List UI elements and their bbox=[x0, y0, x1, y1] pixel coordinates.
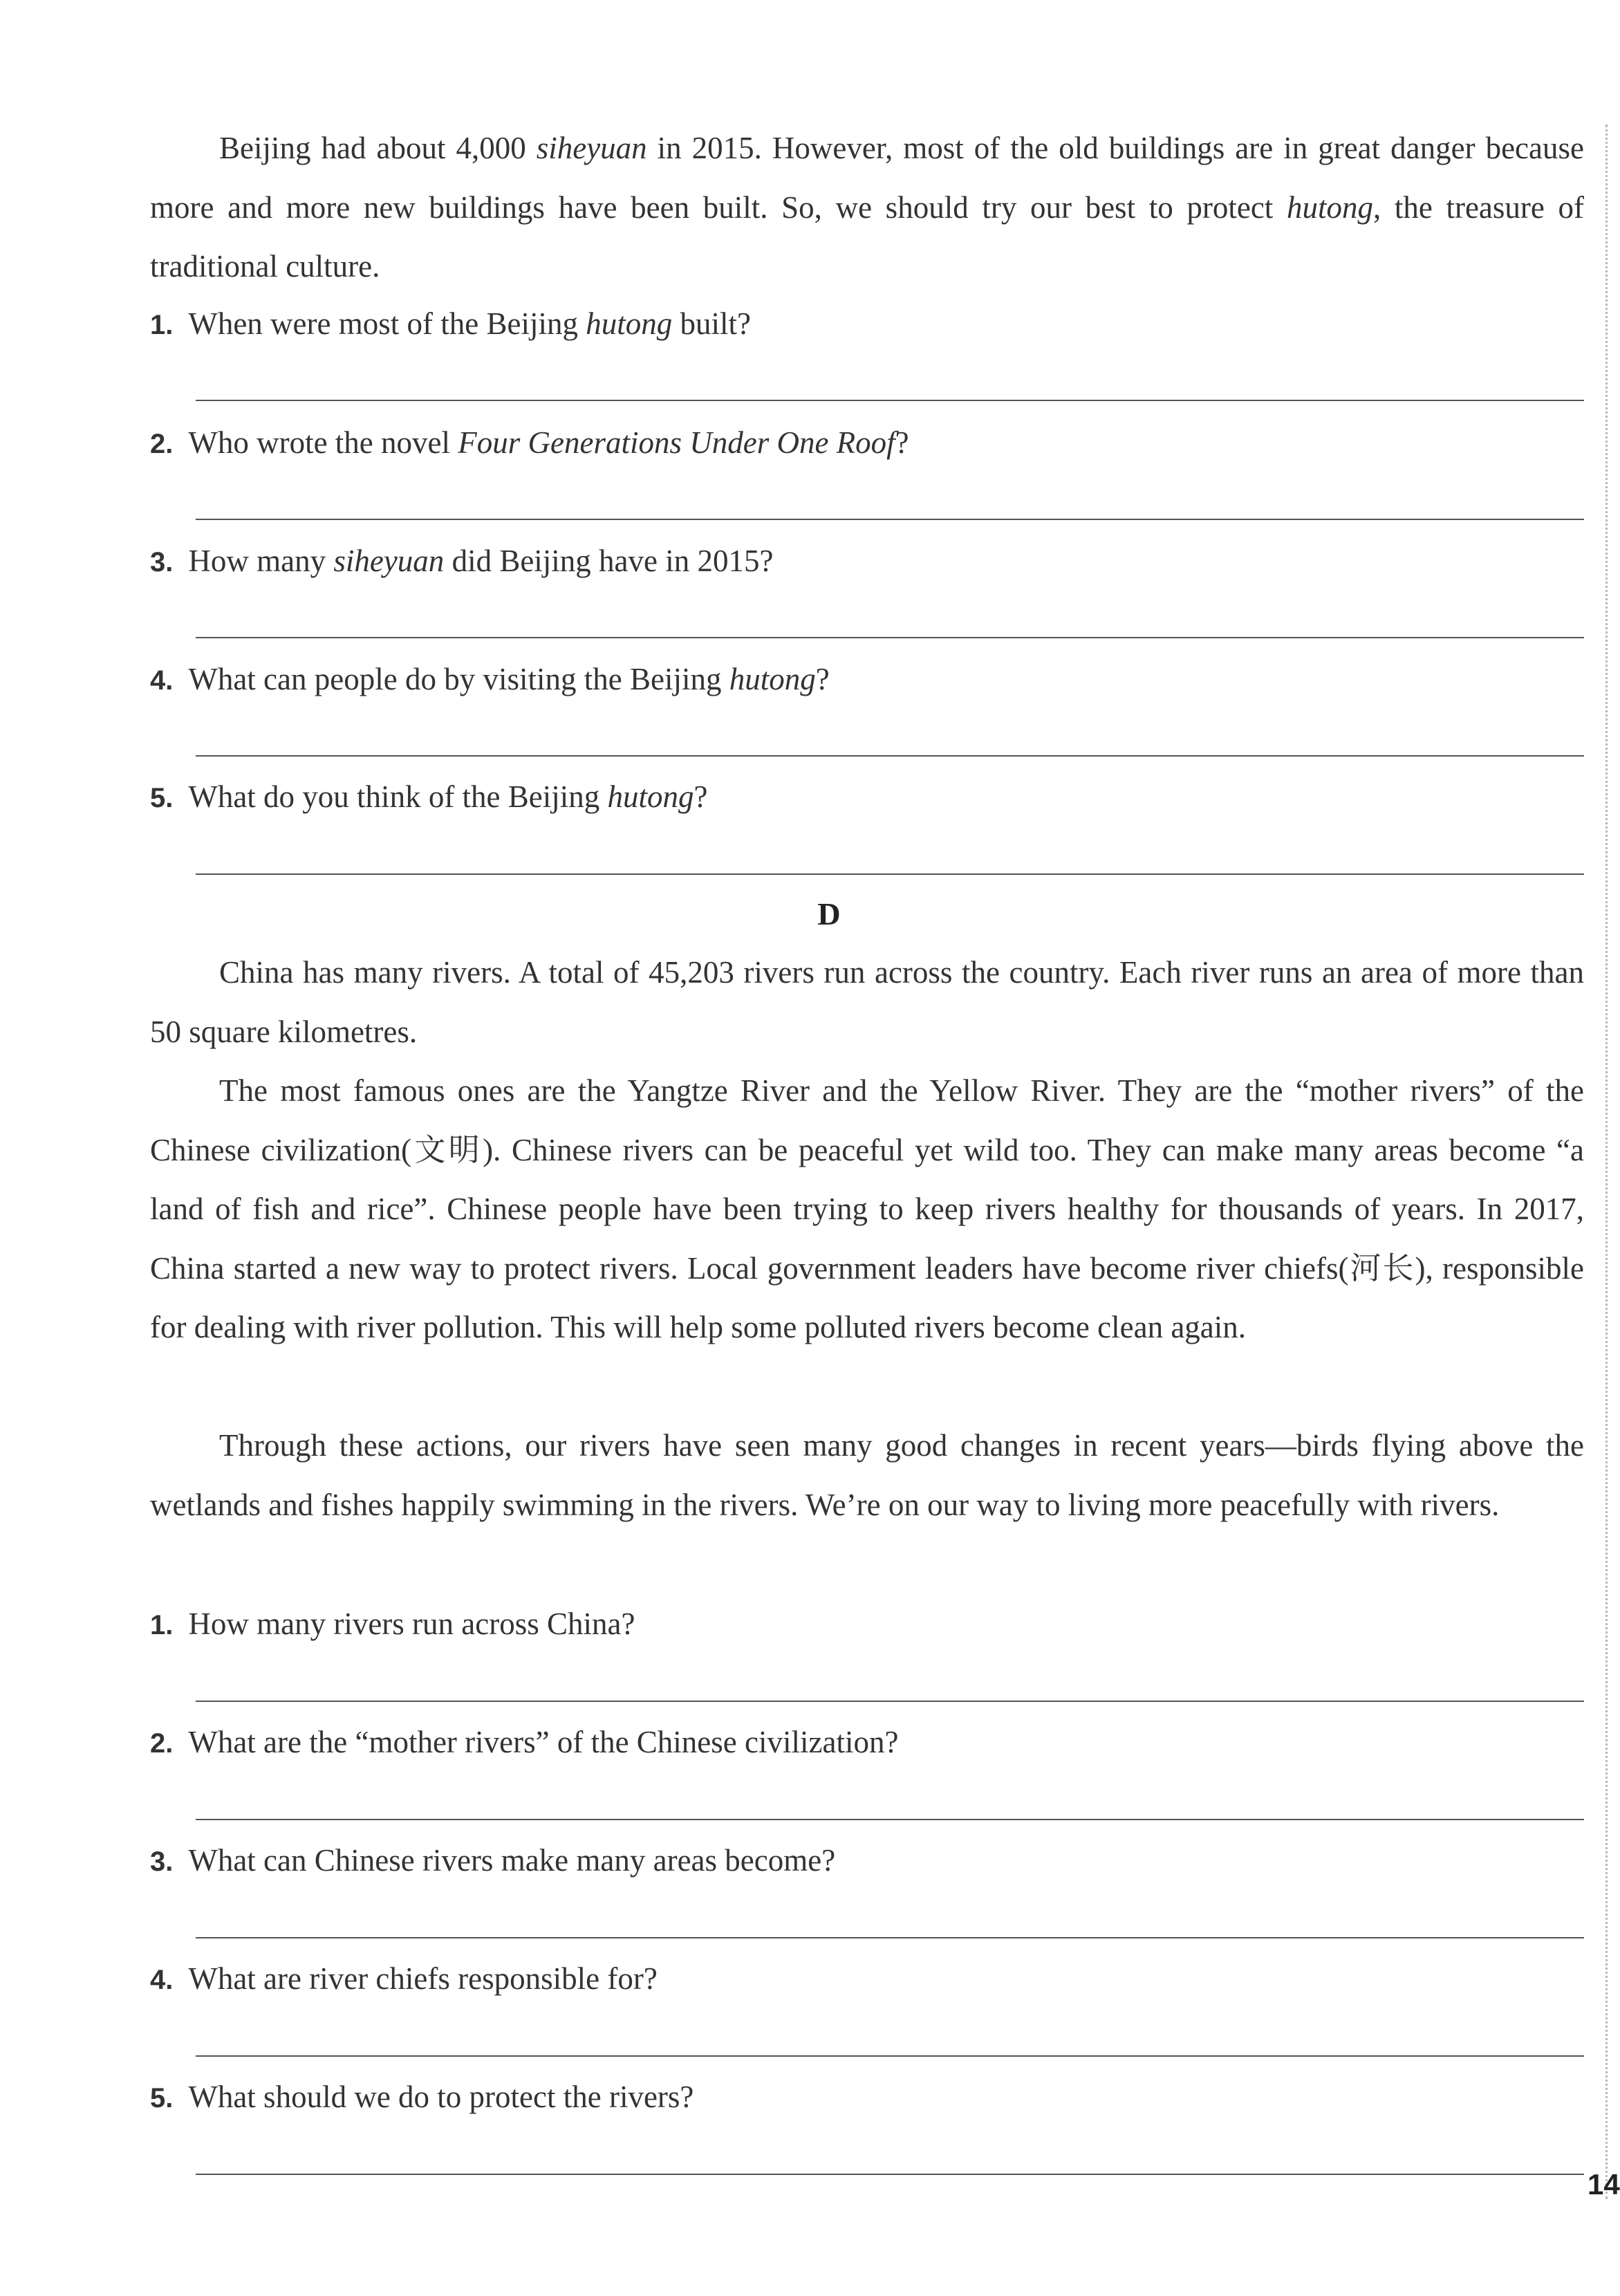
question-text: How many rivers run across China? bbox=[188, 1607, 635, 1641]
question-c-4 bbox=[150, 658, 1584, 701]
question-text: What can people do by visiting the Beijing bbox=[188, 662, 729, 696]
question-text: What are the “mother rivers” of the Chinese civilization? bbox=[188, 1725, 899, 1759]
answer-line-d-2[interactable] bbox=[196, 1819, 1584, 1820]
question-text: When were most of the Beijing bbox=[188, 306, 586, 341]
question-number: 4. bbox=[150, 1965, 174, 1995]
page-number: 14 bbox=[1588, 2168, 1620, 2201]
answer-line-c-2[interactable] bbox=[196, 519, 1584, 520]
question-text: How many bbox=[188, 544, 334, 578]
section-heading-d: D bbox=[817, 896, 841, 932]
italic-term: hutong bbox=[586, 306, 673, 341]
passage-c-paragraph bbox=[150, 119, 1584, 297]
question-d-4 bbox=[150, 1958, 1584, 2001]
question-c-1 bbox=[150, 303, 1584, 346]
text-segment: , the treasure of traditional culture. bbox=[150, 189, 1584, 284]
question-text: ? bbox=[693, 779, 708, 814]
question-number: 2. bbox=[150, 1728, 174, 1759]
question-number: 3. bbox=[150, 1846, 174, 1877]
question-text: What do you think of the Beijing bbox=[188, 779, 608, 814]
answer-line-d-3[interactable] bbox=[196, 1937, 1584, 1938]
question-number: 4. bbox=[150, 665, 174, 696]
question-c-3 bbox=[150, 540, 1584, 583]
question-text: ? bbox=[815, 662, 830, 696]
italic-term: hutong bbox=[607, 779, 694, 814]
question-text: did Beijing have in 2015? bbox=[444, 544, 774, 578]
question-text: What are river chiefs responsible for? bbox=[188, 1961, 658, 1996]
question-text: ? bbox=[895, 425, 909, 460]
question-d-3 bbox=[150, 1840, 1584, 1882]
answer-line-c-1[interactable] bbox=[196, 400, 1584, 401]
question-text: What should we do to protect the rivers? bbox=[188, 2080, 694, 2114]
question-number: 5. bbox=[150, 2083, 174, 2113]
italic-term: siheyuan bbox=[536, 131, 647, 165]
passage-d-paragraph-1: China has many rivers. A total of 45,203 rivers run across the country. Each river runs an area of more than 50 square kilometres. bbox=[150, 955, 1584, 1049]
question-text: What can Chinese rivers make many areas become? bbox=[188, 1843, 836, 1878]
italic-term: hutong bbox=[729, 662, 816, 696]
question-number: 3. bbox=[150, 547, 174, 577]
binding-dotted-line bbox=[1605, 124, 1608, 2199]
passage-d-paragraph-3: Through these actions, our rivers have seen many good changes in recent years—birds flying above the wetlands and fishes happily swimming in the rivers. We’re on our way to living more peacefully with rivers. bbox=[150, 1428, 1584, 1522]
question-d-5 bbox=[150, 2076, 1584, 2119]
answer-line-d-4[interactable] bbox=[196, 2055, 1584, 2057]
answer-line-c-5[interactable] bbox=[196, 873, 1584, 875]
question-text: built? bbox=[672, 306, 751, 341]
italic-term: hutong bbox=[1286, 189, 1373, 225]
question-number: 2. bbox=[150, 429, 174, 459]
answer-line-d-5[interactable] bbox=[196, 2174, 1584, 2175]
answer-line-c-3[interactable] bbox=[196, 637, 1584, 638]
question-text: Who wrote the novel bbox=[188, 425, 458, 460]
text-segment: in 2015. However, most of the old buildings are in great danger because more and more new buildings have been built. So, we should try our best to protect bbox=[150, 131, 1584, 225]
question-number: 1. bbox=[150, 1610, 174, 1640]
question-d-1 bbox=[150, 1603, 1584, 1646]
question-number: 5. bbox=[150, 783, 174, 813]
italic-term: Four Generations Under One Roof bbox=[458, 425, 895, 460]
text-segment: Beijing had about 4,000 bbox=[219, 131, 537, 165]
question-d-2 bbox=[150, 1721, 1584, 1764]
question-c-2 bbox=[150, 422, 1584, 465]
question-c-5 bbox=[150, 776, 1584, 819]
answer-line-d-1[interactable] bbox=[196, 1701, 1584, 1702]
italic-term: siheyuan bbox=[333, 544, 445, 578]
passage-d-paragraph-2: The most famous ones are the Yangtze River and the Yellow River. They are the “mother rivers” of the Chinese civilization(文明). Chinese rivers can be peaceful yet wild too. They can make many areas become “a land of fish and rice”. Chinese people have been trying to keep rivers healthy for thousands of years. In 2017, China started a new way to protect rivers. Local government leaders have become river chiefs(河长), responsible for dealing with river pollution. This will help some polluted rivers become clean again. bbox=[150, 1073, 1584, 1345]
answer-line-c-4[interactable] bbox=[196, 755, 1584, 757]
question-number: 1. bbox=[150, 310, 174, 340]
